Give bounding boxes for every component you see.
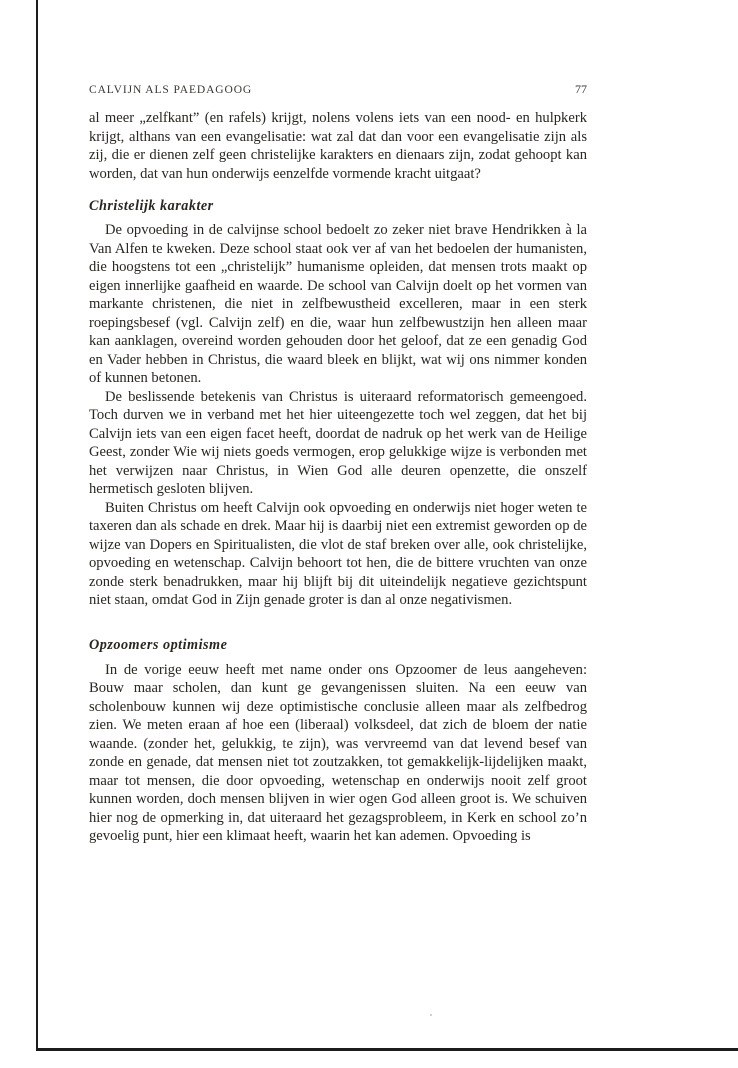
body-text <box>89 109 587 846</box>
scan-speck <box>430 1014 432 1016</box>
section-heading-opzoomers-optimisme: Opzoomers optimisme <box>89 636 228 653</box>
scan-edge-left <box>36 0 38 1050</box>
running-head-title: CALVIJN ALS PAEDAGOOG <box>89 84 253 96</box>
book-page <box>89 82 587 846</box>
running-head <box>89 82 587 97</box>
paragraph: In de vorige eeuw heeft met name onder ons Opzoomer de leus aangeheven: Bouw maar scholen, dan kunt ge gevangenissen sluiten. Na een eeuw van scholenbouw kunnen wij deze optimistische conclusie alleen maar als zelfbedrog zien. We meten eraan af hoe een (liberaal) volksdeel, dat zich de bloem der natie waande. (zonder het, gelukkig, te zijn), was vervreemd van dat levend besef van zonde en genade, dat mensen niet tot zoutzakken, tot gemakkelijk-lijdelijken maakt, maar tot mensen, die door opvoeding, wetenschap en onderwijs nooit zelf groot kunnen worden, doch mensen blijven in wier ogen God alleen groot is. We schuiven hier nog de opmerking in, dat uiteraard het gezagsprobleem, in Kerk en school zo’n gevoelig punt, hier een klimaat heeft, waarin het kan ademen. Opvoeding is <box>89 661 587 844</box>
paragraph: al meer „zelfkant” (en rafels) krijgt, nolens volens iets van een nood- en hulpkerk krijgt, althans van een evangelisatie: wat zal dat dan voor een evangelisatie zijn als zij, die er dienen zelf geen christelijke karakters en dienaars zijn, zodat gehoopt kan worden, dat van hun onderwijs eenzelfde vormende kracht uitgaat? <box>89 110 587 182</box>
scan-edge-bottom <box>36 1048 738 1051</box>
section-heading-christelijk-karakter: Christelijk karakter <box>89 198 214 214</box>
page-number: 77 <box>575 82 587 96</box>
paragraph: De beslissende betekenis van Christus is uiteraard reformatorisch gemeengoed. Toch durven we in verband met het hier uiteengezette toch wel zeggen, dat het bij Calvijn iets van een eigen facet heeft, doordat de nadruk op het werk van de Heilige Geest, zonder Wie wij niets goeds vermogen, erop gelukkige wijze is verbonden met het verwijzen naar Christus, in Wien God alle deuren openzette, die onszelf hermetisch gesloten blijven. <box>89 388 587 497</box>
paragraph: Buiten Christus om heeft Calvijn ook opvoeding en onderwijs niet hoger weten te taxeren dan als schade en drek. Maar hij is daarbij niet een extremist geworden op de wijze van Dopers en Spiritualisten, die vlot de staf breken over alle, ook christelijke, opvoeding en wetenschap. Calvijn behoort tot hen, die de bittere vruchten van onze zonde sterk benadrukken, maar hij blijft bij dit uiteindelijk negatieve gezichtspunt niet staan, omdat God in Zijn genade groter is dan al onze negativismen. <box>89 499 587 608</box>
paragraph: De opvoeding in de calvijnse school bedoelt zo zeker niet brave Hendrikken à la Van Alfen te kweken. Deze school staat ook ver af van het bedoelen der humanisten, die hoogstens tot een „christelijk” humanisme opleiden, dat mensen trots maakt op eigen innerlijke gaafheid en waarde. De school van Calvijn doelt op het vormen van markante christenen, die niet in zelfbewustheid excelleren, maar in een sterk roepingsbesef (vgl. Calvijn zelf) en die, waar hun zelfbewustzijn hen alleen maar kan aanklagen, overeind worden gehouden door het geloof, dat ze een genadig God en Vader hebben in Christus, die waard bleek en blijkt, wat wij ons nimmer konden of kunnen betonen. <box>89 222 587 386</box>
